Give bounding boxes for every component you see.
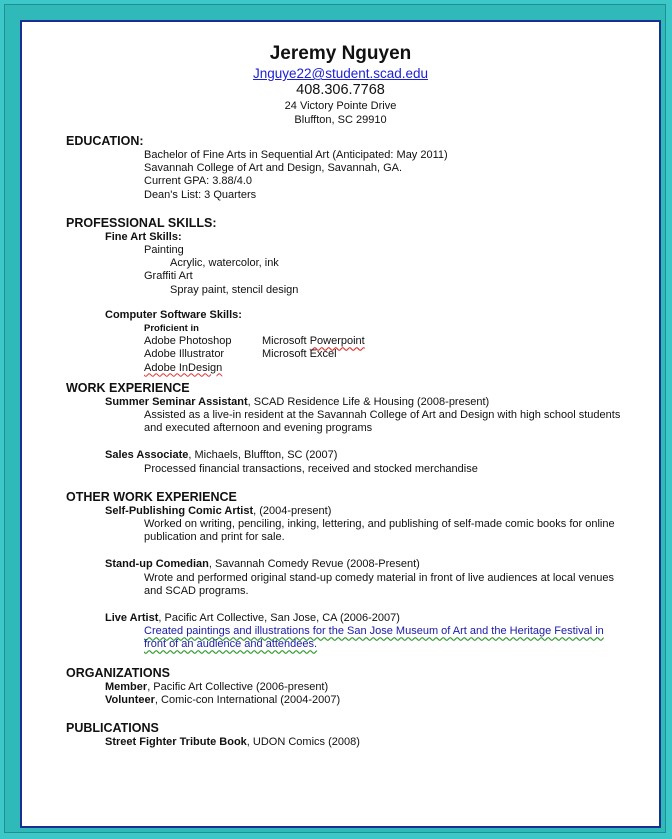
email-link[interactable]: Jnguye22@student.scad.edu <box>252 66 429 81</box>
candidate-name: Jeremy Nguyen <box>269 43 412 64</box>
job-description: and SCAD programs. <box>144 584 249 597</box>
organization-role: Volunteer <box>105 693 155 706</box>
skill-graffiti-detail: Spray paint, stencil design <box>170 283 299 296</box>
job-employer: , Pacific Art Collective, San Jose, CA (2006-2007) <box>158 612 400 625</box>
skill-painting: Painting <box>144 244 184 257</box>
job-description: Wrote and performed original stand-up comedy material in front of live audiences at local venues <box>144 571 614 584</box>
phone-number: 408.306.7768 <box>296 82 385 98</box>
address-line-2: Bluffton, SC 29910 <box>294 114 387 126</box>
job-description <box>66 625 646 638</box>
job-description: Worked on writing, penciling, inking, lettering, and publishing of self-made comic books for online <box>144 518 615 531</box>
organization-role: Member <box>105 680 148 693</box>
software-row <box>66 362 646 375</box>
job-employer: , Michaels, Bluffton, SC (2007) <box>188 449 338 462</box>
education-line: Bachelor of Fine Arts in Sequential Art (Anticipated: May 2011) <box>144 149 448 161</box>
section-heading-other-work: OTHER WORK EXPERIENCE <box>66 489 237 504</box>
publication-publisher: , UDON Comics (2008) <box>246 736 360 749</box>
education-section <box>66 134 646 202</box>
job-entry-title <box>66 396 646 409</box>
job-description: publication and print for sale. <box>144 531 285 544</box>
publication-title: Street Fighter Tribute Book <box>105 736 247 749</box>
section-heading-skills: PROFESSIONAL SKILLS: <box>66 215 217 230</box>
publications-section <box>66 721 646 749</box>
job-description: Processed financial transactions, received and stocked merchandise <box>144 462 478 475</box>
job-entry-title <box>66 449 646 462</box>
software-item-misspelled: Powerpoint <box>309 335 365 348</box>
software-row <box>66 348 646 361</box>
skill-graffiti: Graffiti Art <box>144 270 193 283</box>
skill-painting-detail: Acrylic, watercolor, ink <box>170 257 279 270</box>
job-description: and executed afternoon and evening programs <box>144 422 373 435</box>
proficient-label: Proficient in <box>144 323 199 335</box>
section-heading-work: WORK EXPERIENCE <box>66 380 190 395</box>
outer-frame <box>4 4 666 833</box>
job-entry-title <box>66 505 646 518</box>
software-row <box>66 335 646 348</box>
organization-name: , Pacific Art Collective (2006-present) <box>147 680 329 693</box>
software-item-misspelled: Adobe InDesign <box>144 361 223 374</box>
job-title: Stand-up Comedian <box>105 558 209 571</box>
organization-name: , Comic-con International (2004-2007) <box>154 693 341 706</box>
resume-body <box>66 134 646 749</box>
job-entry-title <box>66 558 646 571</box>
resume-header <box>22 42 659 127</box>
grammar-flagged-text: Created paintings and illustrations for the San Jose Museum of Art and the Heritage Festival in <box>144 625 604 638</box>
software-item: Microsoft Excel <box>262 348 337 361</box>
section-heading-education: EDUCATION: <box>66 134 144 148</box>
organization-entry <box>66 681 646 694</box>
job-title: Summer Seminar Assistant <box>105 395 248 408</box>
software-item-prefix: Microsoft <box>262 335 310 348</box>
work-section <box>66 381 646 476</box>
publication-entry <box>66 736 646 749</box>
grammar-flagged-text: front of an audience and attendees. <box>144 638 318 651</box>
job-employer: , Savannah Comedy Revue (2008-Present) <box>208 558 420 571</box>
section-heading-publications: PUBLICATIONS <box>66 721 159 736</box>
education-line: Current GPA: 3.88/4.0 <box>144 175 253 188</box>
job-description <box>66 638 646 651</box>
job-title: Live Artist <box>105 612 159 625</box>
organizations-section <box>66 666 646 707</box>
job-title: Self-Publishing Comic Artist <box>105 504 254 517</box>
job-description: Assisted as a live-in resident at the Savannah College of Art and Design with high school students <box>144 409 621 422</box>
software-item: Adobe Illustrator <box>144 348 225 361</box>
education-line: Dean's List: 3 Quarters <box>144 188 257 201</box>
skills-section <box>66 216 646 375</box>
other-work-section <box>66 490 646 652</box>
job-employer: , (2004-present) <box>253 504 332 517</box>
software-skills-title: Computer Software Skills: <box>105 308 242 321</box>
job-employer: , SCAD Residence Life & Housing (2008-present) <box>247 395 490 408</box>
fine-art-skills-title: Fine Art Skills: <box>105 230 182 243</box>
section-heading-organizations: ORGANIZATIONS <box>66 665 170 680</box>
job-entry-title <box>66 612 646 625</box>
address-line-1: 24 Victory Pointe Drive <box>284 100 397 112</box>
job-title: Sales Associate <box>105 449 189 462</box>
organization-entry <box>66 694 646 707</box>
software-item: Adobe Photoshop <box>144 335 232 348</box>
education-line: Savannah College of Art and Design, Savannah, GA. <box>144 162 403 175</box>
resume-page <box>20 20 661 828</box>
